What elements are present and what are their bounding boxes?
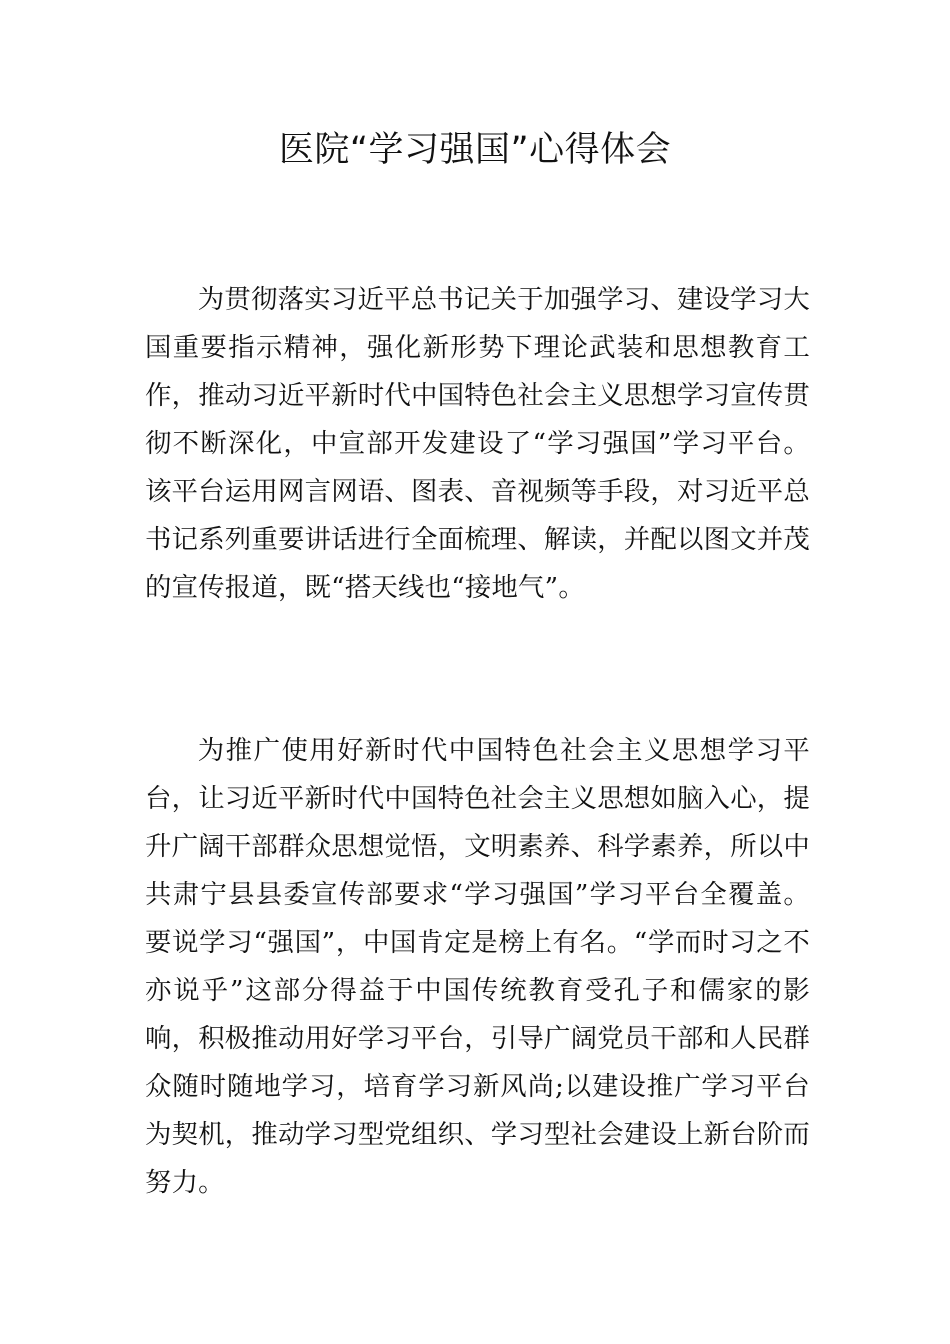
paragraph-1: 为贯彻落实习近平总书记关于加强学习、建设学习大国重要指示精神，强化新形势下理论武装和思想教育工作，推动习近平新时代中国特色社会主义思想学习宣传贯彻不断深化，中宣部开发建设了“学习强国”学习平台。该平台运用网言网语、图表、音视频等手段，对习近平总书记系列重要讲话进行全面梳理、解读，并配以图文并茂的宣传报道，既“搭天线也“接地气”。 [145, 284, 810, 603]
paragraph-2: 为推广使用好新时代中国特色社会主义思想学习平台，让习近平新时代中国特色社会主义思想如脑入心，提升广阔干部群众思想觉悟，文明素养、科学素养，所以中共肃宁县县委宣传部要求“学习强国”学习平台全覆盖。要说学习“强国”，中国肯定是榜上有名。“学而时习之不亦说乎”这部分得益于中国传统教育受孔子和儒家的影响，积极推动用好学习平台，引导广阔党员干部和人民群众随时随地学习，培育学习新风尚;以建设推广学习平台为契机，推动学习型党组织、学习型社会建设上新台阶而努力。 [145, 735, 810, 1198]
document-title: 医院“学习强国”心得体会 [278, 130, 672, 170]
